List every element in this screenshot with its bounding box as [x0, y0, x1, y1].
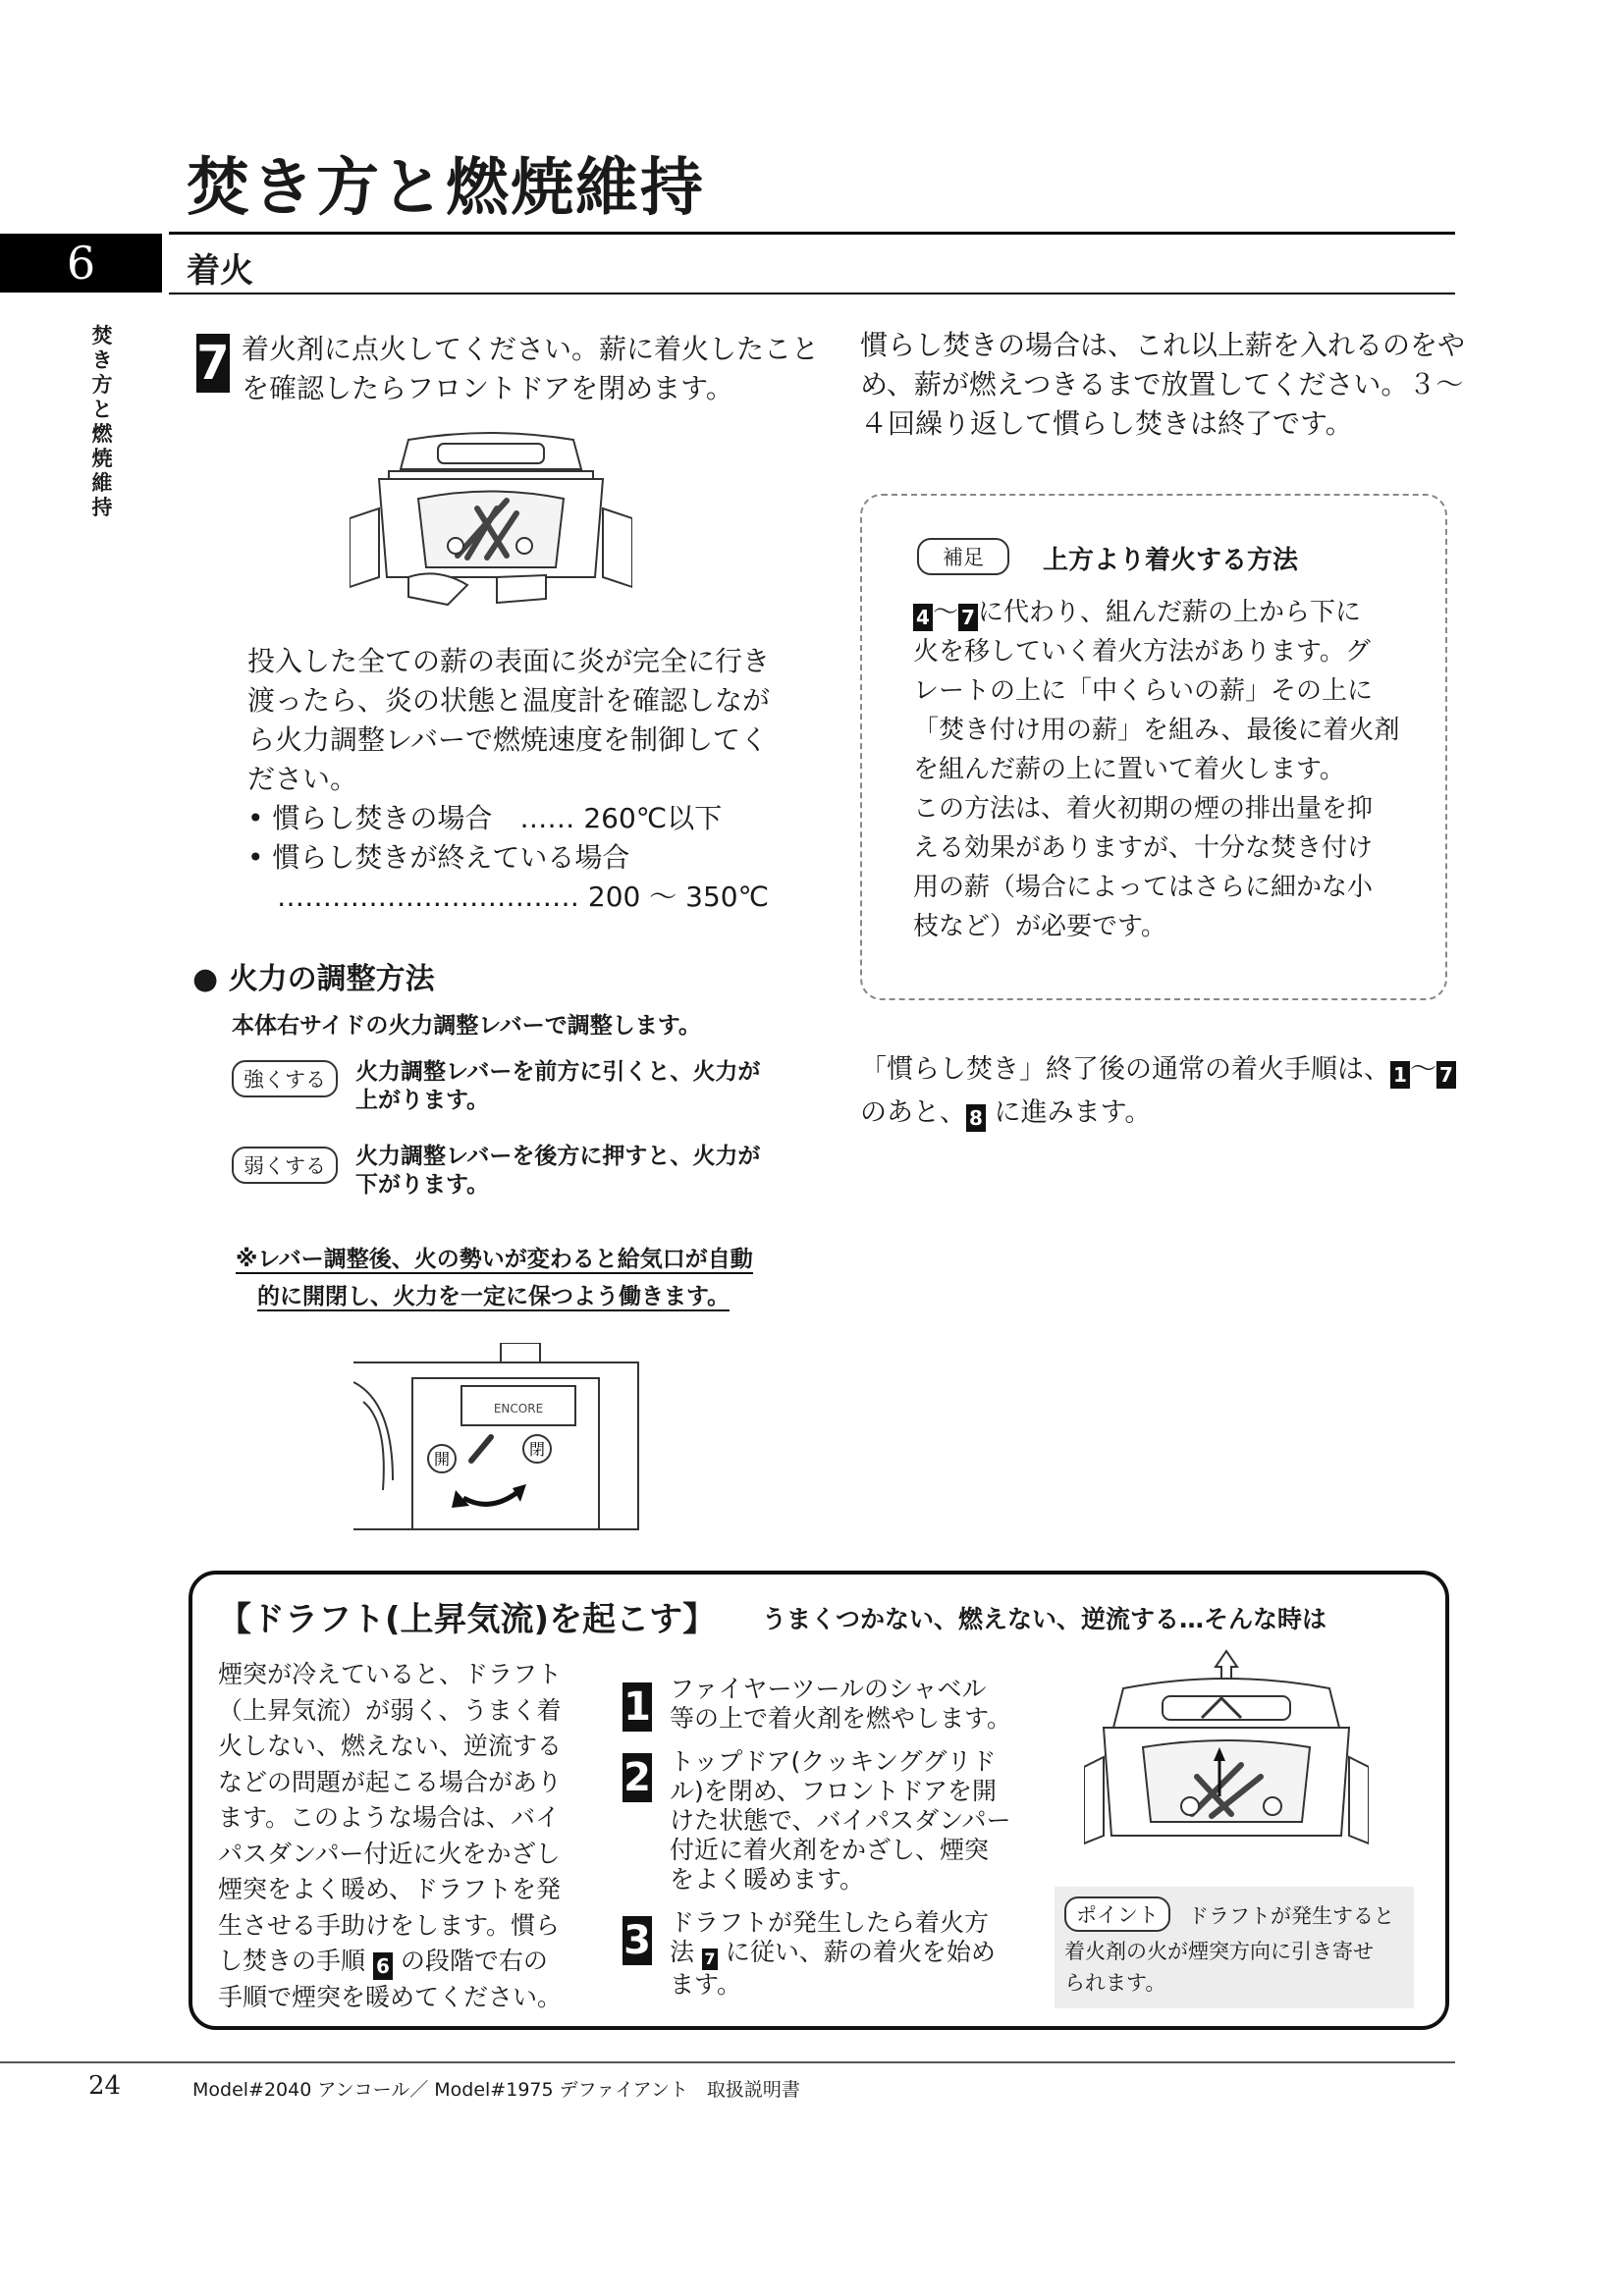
- ref-step-1: 1: [1390, 1061, 1410, 1089]
- draft-left-line-6: パスダンパー付近に火をかざし: [218, 1839, 561, 1868]
- section-rule-bottom: [169, 293, 1455, 294]
- ref-step-8: 8: [966, 1104, 986, 1132]
- break-in-line-2: め、薪が燃えつきるまで放置してください。３～: [860, 368, 1464, 400]
- supplement-line-3: レートの上に「中くらいの薪」その上に: [913, 676, 1374, 706]
- draft-step-1-line-2: 等の上で着火剤を燃やします。: [670, 1704, 1012, 1733]
- draft-step-2-line-3: けた状態で、バイパスダンパー: [670, 1806, 1011, 1835]
- footer-text: Model#2040 アンコール／ Model#1975 デファイアント 取扱説明書: [192, 2079, 800, 2101]
- lever-note: [236, 1241, 753, 1315]
- draft-step-3-line-1: ドラフトが発生したら着火方: [670, 1908, 990, 1937]
- draft-left-line-10: 手順で煙突を暖めてください。: [218, 1983, 563, 2011]
- step-7-line-1: 着火剤に点火してください。薪に着火したこと: [242, 333, 820, 365]
- break-in-text: [860, 326, 1465, 444]
- temp-bullet-1: • 慣らし焚きの場合 …… 260℃以下: [247, 802, 723, 834]
- after-note-tilde: ～: [1410, 1054, 1436, 1085]
- section-number: 6: [0, 234, 162, 293]
- draft-left-line-8: 生させる手助けをします。慣ら: [218, 1910, 561, 1940]
- draft-step-3-line-3: ます。: [670, 1970, 742, 1999]
- weak-line-2: 下がります。: [355, 1172, 490, 1198]
- draft-step-3-text: [670, 1908, 996, 2000]
- draft-step-2-line-2: ル)を閉め、フロントドアを開: [670, 1777, 998, 1805]
- supplement-line-1: に代わり、組んだ薪の上から下に: [978, 598, 1362, 627]
- step-7-text: [242, 330, 819, 408]
- close-label: 閉: [528, 1440, 546, 1459]
- supplement-body: 4 ～ 7 に代わり、組んだ薪の上から下に 火を移していく着火方法があります。グ レートの上に「中くらいの薪」その上に 「焚き付け用の薪」を組み、最後に着火剤 を組んだ薪の上に置いて着火します。 この方法は、着火初期の煙の排出量を抑 える効果がありますが、十分な焚き付け 用の薪（場合によってはさらに細かな小 枝など）が必要です。: [913, 593, 1400, 946]
- ref-step-6: 6: [373, 1952, 393, 1980]
- ref-step-7b: 7: [1436, 1061, 1456, 1089]
- draft-left-line-5: ます。このような場合は、バイ: [218, 1803, 561, 1832]
- after-note-line-2-suffix: に進みます。: [994, 1097, 1152, 1128]
- draft-stove-illustration: [1084, 1649, 1369, 1845]
- supplement-line-9: 枝など）が必要です。: [913, 912, 1166, 941]
- supplement-line-5: を組んだ薪の上に置いて着火します。: [913, 755, 1345, 784]
- draft-left-text: [218, 1657, 562, 2016]
- after-break-in-note: [860, 1048, 1456, 1135]
- draft-left-line-9-prefix: し焚きの手順: [218, 1947, 366, 1975]
- temp-bullet-2: • 慣らし焚きが終えている場合: [247, 841, 630, 874]
- weak-label: 弱くする: [232, 1147, 338, 1184]
- fire-adjust-heading: ● 火力の調整方法: [192, 962, 435, 996]
- flame-line-4: ださい。: [247, 763, 358, 795]
- flame-line-2: 渡ったら、炎の状態と温度計を確認しなが: [247, 684, 771, 717]
- supplement-line-7: える効果がありますが、十分な焚き付け: [913, 833, 1374, 863]
- strong-line-1: 火力調整レバーを前方に引くと、火力が: [355, 1059, 761, 1085]
- strong-line-2: 上がります。: [355, 1088, 490, 1113]
- draft-step-1-badge: 1: [623, 1684, 651, 1730]
- strong-label: 強くする: [232, 1060, 338, 1097]
- draft-step-2-text: [670, 1747, 1011, 1895]
- temp-bullet-2-value: …………………………… 200 ～ 350℃: [277, 881, 770, 913]
- weak-line-1: 火力調整レバーを後方に押すと、火力が: [355, 1144, 761, 1169]
- brand-plate-text: ENCORE: [493, 1402, 544, 1415]
- stove-front-door-illustration: [350, 430, 632, 613]
- fire-adjust-intro: 本体右サイドの火力調整レバーで調整します。: [232, 1013, 701, 1039]
- ref-step-7: 7: [958, 604, 978, 631]
- supplement-heading: 上方より着火する方法: [1043, 546, 1299, 575]
- step-7-line-2: を確認したらフロントドアを閉めます。: [242, 372, 733, 404]
- draft-left-line-7: 煙突をよく暖め、ドラフトを発: [218, 1875, 562, 1903]
- supplement-line-2: 火を移していく着火方法があります。グ: [913, 637, 1371, 667]
- draft-step-2-line-1: トップドア(クッキンググリド: [670, 1747, 997, 1776]
- after-note-prefix: 「慣らし焚き」終了後の通常の着火手順は、: [860, 1054, 1390, 1085]
- supplement-line-4: 「焚き付け用の薪」を組み、最後に着火剤: [913, 716, 1400, 745]
- ref-step-4: 4: [913, 604, 933, 631]
- draft-left-line-3: 火しない、燃えない、逆流する: [218, 1732, 563, 1760]
- lever-note-line-1: ※レバー調整後、火の勢いが変わると給気口が自動: [236, 1247, 753, 1272]
- point-tag: ポイント: [1064, 1896, 1170, 1932]
- draft-title: 【ドラフト(上昇気流)を起こす】: [218, 1600, 717, 1639]
- flame-instructions: [247, 642, 770, 917]
- draft-step-3-badge: 3: [623, 1918, 651, 1963]
- page-title: 焚き方と燃焼維持: [187, 151, 705, 225]
- ref-step-7c: 7: [702, 1949, 718, 1970]
- point-line-3: られます。: [1064, 1971, 1166, 1995]
- section-rule-top: [169, 232, 1455, 235]
- draft-step-1-text: [670, 1675, 1011, 1734]
- step-7-badge: 7: [196, 336, 230, 391]
- draft-step-3-line-2-suffix: に従い、薪の着火を始め: [725, 1938, 996, 1966]
- draft-left-line-1: 煙突が冷えていると、ドラフト: [218, 1660, 563, 1688]
- draft-left-line-4: などの問題が起こる場合があり: [218, 1767, 563, 1796]
- after-note-line-2-prefix: のあと、: [860, 1097, 966, 1128]
- draft-step-1-line-1: ファイヤーツールのシャベル: [670, 1675, 987, 1703]
- draft-step-3-line-2-prefix: 法: [670, 1938, 695, 1966]
- supplement-tag: 補足: [917, 538, 1009, 575]
- point-line-2: 着火剤の火が煙突方向に引き寄せ: [1064, 1940, 1374, 1963]
- draft-step-2-line-4: 付近に着火剤をかざし、煙突: [670, 1836, 990, 1864]
- side-label: 焚き方と燃焼維持: [91, 324, 113, 519]
- section-title: 着火: [187, 251, 253, 291]
- break-in-line-1: 慣らし焚きの場合は、これ以上薪を入れるのをや: [860, 329, 1466, 361]
- point-line-1: ドラフトが発生すると: [1188, 1904, 1394, 1928]
- point-body: [1064, 1936, 1374, 1999]
- flame-line-1: 投入した全ての薪の表面に炎が完全に行き: [247, 645, 771, 677]
- weak-description: [355, 1143, 760, 1200]
- draft-left-line-2: （上昇気流）が弱く、うまく着: [218, 1695, 562, 1725]
- flame-line-3: ら火力調整レバーで燃焼速度を制御してく: [247, 723, 769, 756]
- draft-step-2-line-5: をよく暖めます。: [670, 1865, 865, 1894]
- supplement-line-8: 用の薪（場合によってはさらに細かな小: [913, 873, 1374, 902]
- draft-step-2-badge: 2: [623, 1755, 651, 1800]
- footer-rule: [0, 2061, 1455, 2063]
- open-label: 開: [433, 1450, 451, 1468]
- draft-left-line-9-suffix: の段階で右の: [400, 1947, 548, 1975]
- draft-subtitle: うまくつかない、燃えない、逆流する…そんな時は: [762, 1605, 1327, 1633]
- page-number: 24: [88, 2071, 122, 2101]
- break-in-line-3: ４回繰り返して慣らし焚きは終了です。: [860, 407, 1353, 440]
- supplement-line-6: この方法は、着火初期の煙の排出量を抑: [913, 794, 1374, 824]
- strong-description: [355, 1058, 760, 1115]
- lever-illustration: [353, 1343, 648, 1531]
- lever-note-line-2: 的に開閉し、火力を一定に保つよう働きます。: [257, 1284, 731, 1309]
